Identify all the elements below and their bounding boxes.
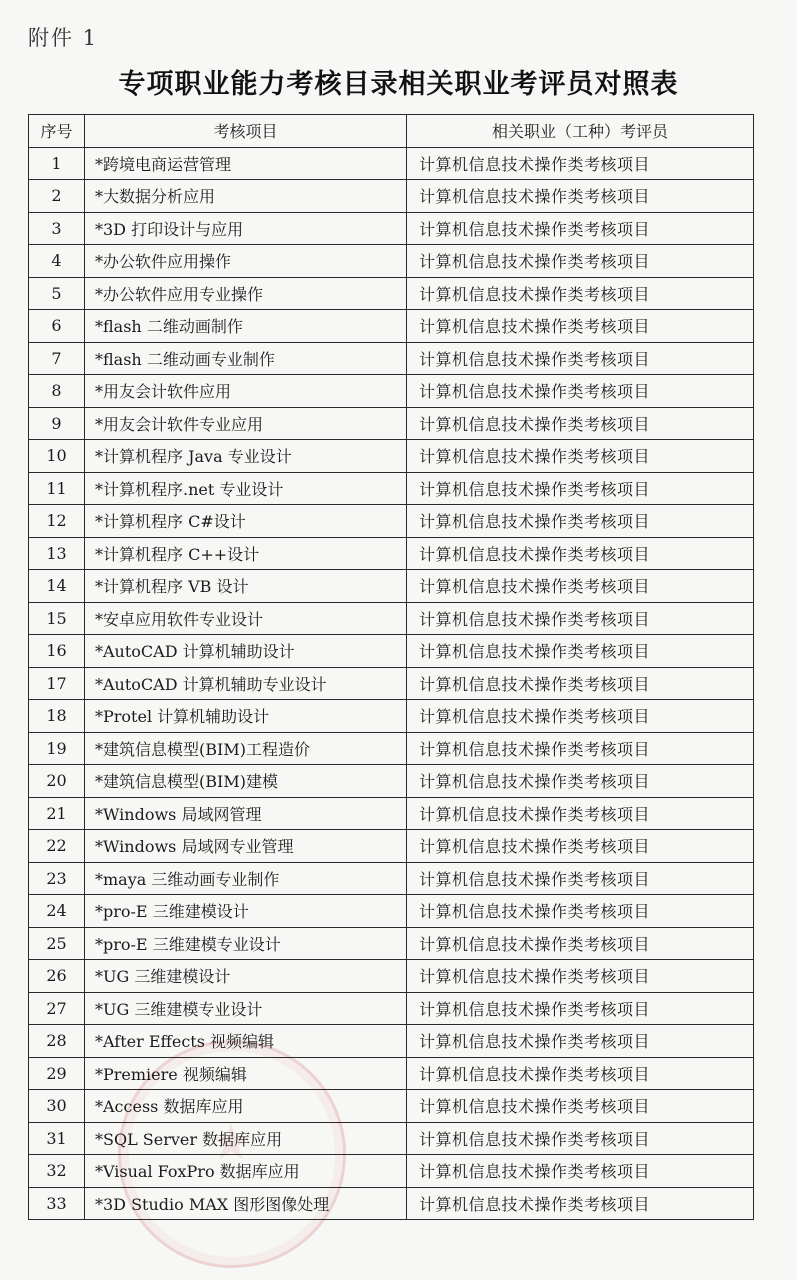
row-assessment-item: *Windows 局域网管理 [85,797,407,830]
row-serial-number: 19 [29,732,85,765]
row-related-occupation: 计算机信息技术操作类考核项目 [407,960,754,993]
table-row [29,927,754,960]
table-row [29,1187,754,1220]
table-row [29,147,754,180]
table-row [29,277,754,310]
row-assessment-item: *AutoCAD 计算机辅助设计 [85,635,407,668]
table-row [29,960,754,993]
row-related-occupation: 计算机信息技术操作类考核项目 [407,537,754,570]
row-serial-number: 18 [29,700,85,733]
row-related-occupation: 计算机信息技术操作类考核项目 [407,147,754,180]
row-assessment-item: *Access 数据库应用 [85,1090,407,1123]
row-assessment-item: *maya 三维动画专业制作 [85,862,407,895]
row-related-occupation: 计算机信息技术操作类考核项目 [407,765,754,798]
comparison-table [28,114,754,1220]
row-assessment-item: *大数据分析应用 [85,180,407,213]
table-row [29,700,754,733]
row-serial-number: 29 [29,1057,85,1090]
row-serial-number: 8 [29,375,85,408]
row-serial-number: 7 [29,342,85,375]
row-serial-number: 21 [29,797,85,830]
table-row [29,570,754,603]
row-related-occupation: 计算机信息技术操作类考核项目 [407,797,754,830]
row-serial-number: 15 [29,602,85,635]
row-assessment-item: *Protel 计算机辅助设计 [85,700,407,733]
row-assessment-item: *flash 二维动画制作 [85,310,407,343]
row-related-occupation: 计算机信息技术操作类考核项目 [407,732,754,765]
row-assessment-item: *3D 打印设计与应用 [85,212,407,245]
row-related-occupation: 计算机信息技术操作类考核项目 [407,1122,754,1155]
row-assessment-item: *计算机程序 VB 设计 [85,570,407,603]
table-row [29,732,754,765]
row-related-occupation: 计算机信息技术操作类考核项目 [407,407,754,440]
table-row [29,505,754,538]
table-row [29,1057,754,1090]
row-related-occupation: 计算机信息技术操作类考核项目 [407,992,754,1025]
table-header-row [29,115,754,148]
table-row [29,830,754,863]
row-serial-number: 4 [29,245,85,278]
row-serial-number: 10 [29,440,85,473]
row-related-occupation: 计算机信息技术操作类考核项目 [407,1090,754,1123]
table-row [29,992,754,1025]
row-serial-number: 20 [29,765,85,798]
row-assessment-item: *SQL Server 数据库应用 [85,1122,407,1155]
row-assessment-item: *建筑信息模型(BIM)工程造价 [85,732,407,765]
table-row [29,245,754,278]
row-related-occupation: 计算机信息技术操作类考核项目 [407,1057,754,1090]
row-assessment-item: *建筑信息模型(BIM)建模 [85,765,407,798]
row-assessment-item: *安卓应用软件专业设计 [85,602,407,635]
row-related-occupation: 计算机信息技术操作类考核项目 [407,895,754,928]
row-serial-number: 32 [29,1155,85,1188]
row-serial-number: 28 [29,1025,85,1058]
row-serial-number: 30 [29,1090,85,1123]
header-related-occupation: 相关职业（工种）考评员 [407,115,754,148]
table-row [29,1122,754,1155]
row-related-occupation: 计算机信息技术操作类考核项目 [407,375,754,408]
row-related-occupation: 计算机信息技术操作类考核项目 [407,245,754,278]
row-related-occupation: 计算机信息技术操作类考核项目 [407,277,754,310]
row-assessment-item: *3D Studio MAX 图形图像处理 [85,1187,407,1220]
row-related-occupation: 计算机信息技术操作类考核项目 [407,635,754,668]
row-assessment-item: *UG 三维建模专业设计 [85,992,407,1025]
page-title: 专项职业能力考核目录相关职业考评员对照表 [118,69,679,100]
table-row [29,1025,754,1058]
row-serial-number: 17 [29,667,85,700]
table-row [29,440,754,473]
table-row [29,407,754,440]
table-row [29,765,754,798]
row-assessment-item: *计算机程序 Java 专业设计 [85,440,407,473]
attachment-label: 附件 1 [28,26,99,50]
table-row [29,862,754,895]
row-serial-number: 14 [29,570,85,603]
row-assessment-item: *Premiere 视频编辑 [85,1057,407,1090]
row-serial-number: 33 [29,1187,85,1220]
header-assessment-item: 考核项目 [85,115,407,148]
row-serial-number: 11 [29,472,85,505]
table-row [29,472,754,505]
row-assessment-item: *flash 二维动画专业制作 [85,342,407,375]
row-related-occupation: 计算机信息技术操作类考核项目 [407,1025,754,1058]
table-row [29,895,754,928]
row-assessment-item: *pro-E 三维建模设计 [85,895,407,928]
row-serial-number: 5 [29,277,85,310]
table-row [29,602,754,635]
row-serial-number: 27 [29,992,85,1025]
header-serial-number: 序号 [29,115,85,148]
row-related-occupation: 计算机信息技术操作类考核项目 [407,927,754,960]
row-related-occupation: 计算机信息技术操作类考核项目 [407,472,754,505]
row-assessment-item: *计算机程序 C++设计 [85,537,407,570]
row-serial-number: 22 [29,830,85,863]
row-serial-number: 16 [29,635,85,668]
table-row [29,635,754,668]
row-assessment-item: *UG 三维建模设计 [85,960,407,993]
row-serial-number: 6 [29,310,85,343]
row-related-occupation: 计算机信息技术操作类考核项目 [407,602,754,635]
row-related-occupation: 计算机信息技术操作类考核项目 [407,700,754,733]
table-row [29,310,754,343]
row-serial-number: 3 [29,212,85,245]
table-row [29,180,754,213]
row-assessment-item: *跨境电商运营管理 [85,147,407,180]
row-serial-number: 9 [29,407,85,440]
row-serial-number: 31 [29,1122,85,1155]
table-row [29,1090,754,1123]
table-row [29,212,754,245]
row-related-occupation: 计算机信息技术操作类考核项目 [407,1155,754,1188]
table-row [29,667,754,700]
row-related-occupation: 计算机信息技术操作类考核项目 [407,862,754,895]
row-assessment-item: *After Effects 视频编辑 [85,1025,407,1058]
row-related-occupation: 计算机信息技术操作类考核项目 [407,180,754,213]
row-serial-number: 1 [29,147,85,180]
table-row [29,1155,754,1188]
row-serial-number: 26 [29,960,85,993]
row-related-occupation: 计算机信息技术操作类考核项目 [407,342,754,375]
row-serial-number: 25 [29,927,85,960]
row-assessment-item: *办公软件应用操作 [85,245,407,278]
row-serial-number: 12 [29,505,85,538]
row-assessment-item: *计算机程序 C#设计 [85,505,407,538]
table-row [29,375,754,408]
row-related-occupation: 计算机信息技术操作类考核项目 [407,212,754,245]
row-assessment-item: *Windows 局域网专业管理 [85,830,407,863]
row-serial-number: 23 [29,862,85,895]
row-assessment-item: *用友会计软件专业应用 [85,407,407,440]
row-assessment-item: *用友会计软件应用 [85,375,407,408]
row-related-occupation: 计算机信息技术操作类考核项目 [407,505,754,538]
table-row [29,537,754,570]
row-related-occupation: 计算机信息技术操作类考核项目 [407,1187,754,1220]
row-assessment-item: *计算机程序.net 专业设计 [85,472,407,505]
row-related-occupation: 计算机信息技术操作类考核项目 [407,570,754,603]
table-row [29,797,754,830]
row-assessment-item: *办公软件应用专业操作 [85,277,407,310]
table-row [29,342,754,375]
row-related-occupation: 计算机信息技术操作类考核项目 [407,440,754,473]
row-serial-number: 24 [29,895,85,928]
row-related-occupation: 计算机信息技术操作类考核项目 [407,310,754,343]
row-related-occupation: 计算机信息技术操作类考核项目 [407,830,754,863]
row-serial-number: 2 [29,180,85,213]
row-serial-number: 13 [29,537,85,570]
row-assessment-item: *pro-E 三维建模专业设计 [85,927,407,960]
row-related-occupation: 计算机信息技术操作类考核项目 [407,667,754,700]
row-assessment-item: *AutoCAD 计算机辅助专业设计 [85,667,407,700]
row-assessment-item: *Visual FoxPro 数据库应用 [85,1155,407,1188]
